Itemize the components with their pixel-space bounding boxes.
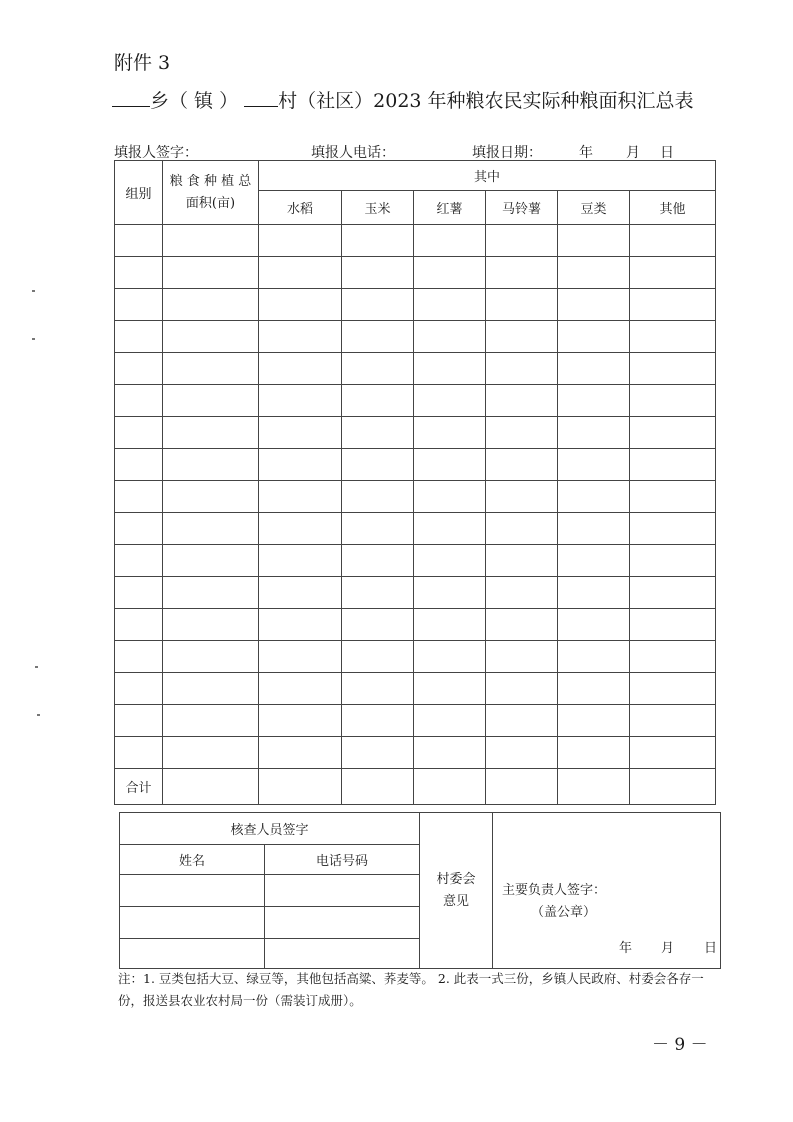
date-day: 日 bbox=[660, 145, 674, 161]
table-cell[interactable] bbox=[630, 417, 716, 449]
table-cell[interactable] bbox=[486, 737, 558, 769]
table-cell[interactable] bbox=[486, 321, 558, 353]
table-cell[interactable] bbox=[163, 513, 259, 545]
table-cell[interactable] bbox=[163, 289, 259, 321]
header-crop-other: 其他 bbox=[630, 191, 716, 225]
header-group: 组别 bbox=[115, 161, 163, 225]
date-month: 月 bbox=[626, 145, 640, 161]
table-cell[interactable] bbox=[115, 609, 163, 641]
committee-opinion-area[interactable] bbox=[493, 813, 721, 969]
table-cell[interactable] bbox=[558, 257, 630, 289]
table-row bbox=[115, 257, 716, 289]
table-cell[interactable] bbox=[414, 545, 486, 577]
table-cell[interactable] bbox=[558, 577, 630, 609]
table-row bbox=[115, 577, 716, 609]
table-cell[interactable] bbox=[486, 449, 558, 481]
scan-speck bbox=[32, 290, 35, 292]
table-row bbox=[115, 481, 716, 513]
table-cell[interactable] bbox=[163, 673, 259, 705]
date-label: 填报日期： bbox=[472, 145, 542, 161]
table-cell[interactable] bbox=[558, 609, 630, 641]
table-cell[interactable] bbox=[414, 641, 486, 673]
table-cell[interactable] bbox=[342, 385, 414, 417]
opinion-day: 日 bbox=[704, 941, 718, 956]
table-cell[interactable] bbox=[630, 641, 716, 673]
header-total-line2: 面积(亩) bbox=[185, 195, 236, 211]
table-cell[interactable] bbox=[630, 321, 716, 353]
table-cell[interactable] bbox=[259, 257, 342, 289]
scan-speck bbox=[32, 338, 35, 340]
table-cell[interactable] bbox=[558, 321, 630, 353]
table-row bbox=[115, 641, 716, 673]
table-cell[interactable] bbox=[558, 449, 630, 481]
table-cell[interactable] bbox=[414, 609, 486, 641]
checker-header: 核查人员签字 bbox=[120, 813, 420, 845]
table-cell[interactable] bbox=[486, 353, 558, 385]
table-cell[interactable] bbox=[414, 417, 486, 449]
total-cell[interactable] bbox=[342, 769, 414, 805]
table-cell[interactable] bbox=[486, 705, 558, 737]
scan-speck bbox=[37, 714, 40, 716]
table-row bbox=[115, 737, 716, 769]
total-cell[interactable] bbox=[486, 769, 558, 805]
table-cell[interactable] bbox=[259, 673, 342, 705]
table-cell[interactable] bbox=[342, 353, 414, 385]
total-row-label: 合计 bbox=[115, 769, 163, 805]
table-cell[interactable] bbox=[163, 225, 259, 257]
table-cell[interactable] bbox=[486, 545, 558, 577]
table-cell[interactable] bbox=[259, 289, 342, 321]
table-cell[interactable] bbox=[630, 513, 716, 545]
table-cell[interactable] bbox=[630, 257, 716, 289]
table-cell[interactable] bbox=[414, 673, 486, 705]
scan-speck bbox=[35, 666, 38, 668]
table-row bbox=[115, 385, 716, 417]
table-cell[interactable] bbox=[163, 417, 259, 449]
table-row bbox=[115, 353, 716, 385]
town-blank[interactable] bbox=[112, 88, 150, 107]
table-cell[interactable] bbox=[486, 673, 558, 705]
committee-opinion-label bbox=[420, 813, 493, 969]
table-cell[interactable] bbox=[558, 513, 630, 545]
committee-line1: 村委会 bbox=[436, 871, 476, 887]
table-cell[interactable] bbox=[163, 577, 259, 609]
table-cell[interactable] bbox=[558, 289, 630, 321]
table-cell[interactable] bbox=[115, 353, 163, 385]
table-cell[interactable] bbox=[259, 449, 342, 481]
table-cell[interactable] bbox=[414, 577, 486, 609]
table-cell[interactable] bbox=[414, 705, 486, 737]
date-year: 年 bbox=[579, 145, 593, 161]
table-cell[interactable] bbox=[486, 641, 558, 673]
annex-label: 附件 3 bbox=[114, 52, 171, 74]
table-cell[interactable] bbox=[558, 641, 630, 673]
table-cell[interactable] bbox=[115, 705, 163, 737]
table-cell[interactable] bbox=[259, 705, 342, 737]
table-cell[interactable] bbox=[414, 449, 486, 481]
table-cell[interactable] bbox=[558, 225, 630, 257]
table-cell[interactable] bbox=[558, 673, 630, 705]
table-cell[interactable] bbox=[163, 353, 259, 385]
table-cell[interactable] bbox=[259, 321, 342, 353]
table-cell[interactable] bbox=[558, 417, 630, 449]
checker-name-cell[interactable] bbox=[120, 907, 265, 939]
table-cell[interactable] bbox=[558, 385, 630, 417]
table-cell[interactable] bbox=[486, 225, 558, 257]
header-total-line1: 粮 食 种 植 总 bbox=[169, 173, 252, 189]
table-cell[interactable] bbox=[259, 737, 342, 769]
planting-area-table bbox=[114, 160, 716, 805]
table-row bbox=[115, 321, 716, 353]
verification-table bbox=[119, 812, 721, 969]
table-cell[interactable] bbox=[486, 385, 558, 417]
village-blank[interactable] bbox=[244, 88, 278, 107]
header-crop-beans: 豆类 bbox=[558, 191, 630, 225]
footnote: 注：1. 豆类包括大豆、绿豆等，其他包括高粱、荞麦等。 2. 此表一式三份，乡镇人民政府、村委会各存一份，报送县农业农村局一份（需装订成册）。 bbox=[118, 971, 704, 1008]
signer-label: 填报人签字： bbox=[114, 145, 198, 161]
table-row bbox=[115, 289, 716, 321]
checker-phone-cell[interactable] bbox=[265, 907, 420, 939]
table-cell[interactable] bbox=[630, 353, 716, 385]
table-row bbox=[115, 705, 716, 737]
table-cell[interactable] bbox=[163, 321, 259, 353]
checker-name-cell[interactable] bbox=[120, 875, 265, 907]
header-crop-sweet-potato: 红薯 bbox=[414, 191, 486, 225]
table-cell[interactable] bbox=[342, 673, 414, 705]
table-cell[interactable] bbox=[342, 321, 414, 353]
checker-phone-cell[interactable] bbox=[265, 939, 420, 969]
table-cell[interactable] bbox=[259, 577, 342, 609]
table-cell[interactable] bbox=[414, 289, 486, 321]
table-cell[interactable] bbox=[414, 257, 486, 289]
table-cell[interactable] bbox=[342, 705, 414, 737]
table-cell[interactable] bbox=[558, 353, 630, 385]
table-cell[interactable] bbox=[414, 385, 486, 417]
table-cell[interactable] bbox=[414, 481, 486, 513]
table-cell[interactable] bbox=[115, 321, 163, 353]
table-cell[interactable] bbox=[630, 225, 716, 257]
checker-phone-cell[interactable] bbox=[265, 875, 420, 907]
checker-name-cell[interactable] bbox=[120, 939, 265, 969]
table-cell[interactable] bbox=[342, 289, 414, 321]
table-cell[interactable] bbox=[558, 737, 630, 769]
table-cell[interactable] bbox=[342, 737, 414, 769]
total-cell[interactable] bbox=[630, 769, 716, 805]
table-cell[interactable] bbox=[414, 513, 486, 545]
seal-label: （盖公章） bbox=[531, 905, 597, 920]
table-cell[interactable] bbox=[630, 737, 716, 769]
table-cell[interactable] bbox=[115, 257, 163, 289]
table-cell[interactable] bbox=[342, 417, 414, 449]
table-cell[interactable] bbox=[342, 641, 414, 673]
checker-name-header: 姓名 bbox=[120, 845, 265, 875]
table-cell[interactable] bbox=[163, 641, 259, 673]
header-crop-rice: 水稻 bbox=[259, 191, 342, 225]
table-cell[interactable] bbox=[163, 257, 259, 289]
table-cell[interactable] bbox=[259, 385, 342, 417]
table-row bbox=[115, 225, 716, 257]
table-cell[interactable] bbox=[163, 545, 259, 577]
table-cell[interactable] bbox=[259, 609, 342, 641]
table-cell[interactable] bbox=[115, 289, 163, 321]
table-cell[interactable] bbox=[486, 289, 558, 321]
table-cell[interactable] bbox=[259, 225, 342, 257]
table-cell[interactable] bbox=[486, 577, 558, 609]
table-cell[interactable] bbox=[163, 609, 259, 641]
total-cell[interactable] bbox=[163, 769, 259, 805]
table-cell[interactable] bbox=[115, 417, 163, 449]
leader-signature-label: 主要负责人签字： bbox=[502, 883, 607, 898]
table-cell[interactable] bbox=[630, 289, 716, 321]
table-cell[interactable] bbox=[630, 577, 716, 609]
total-cell[interactable] bbox=[558, 769, 630, 805]
data-rows bbox=[115, 225, 716, 769]
table-cell[interactable] bbox=[342, 513, 414, 545]
table-cell[interactable] bbox=[115, 449, 163, 481]
table-row bbox=[115, 449, 716, 481]
table-cell[interactable] bbox=[630, 449, 716, 481]
form-title bbox=[112, 86, 694, 113]
table-cell[interactable] bbox=[342, 577, 414, 609]
total-cell[interactable] bbox=[414, 769, 486, 805]
table-cell[interactable] bbox=[414, 321, 486, 353]
table-cell[interactable] bbox=[115, 481, 163, 513]
table-cell[interactable] bbox=[414, 225, 486, 257]
table-row bbox=[115, 609, 716, 641]
table-cell[interactable] bbox=[163, 481, 259, 513]
table-cell[interactable] bbox=[342, 481, 414, 513]
table-cell[interactable] bbox=[342, 449, 414, 481]
table-cell[interactable] bbox=[163, 385, 259, 417]
table-cell[interactable] bbox=[259, 481, 342, 513]
table-cell[interactable] bbox=[630, 481, 716, 513]
table-cell[interactable] bbox=[115, 737, 163, 769]
table-cell[interactable] bbox=[486, 609, 558, 641]
table-cell[interactable] bbox=[259, 545, 342, 577]
table-cell[interactable] bbox=[558, 545, 630, 577]
table-cell[interactable] bbox=[259, 513, 342, 545]
page-number: － 9 － bbox=[652, 1035, 708, 1055]
header-crop-potato: 马铃薯 bbox=[486, 191, 558, 225]
table-row bbox=[115, 513, 716, 545]
table-cell[interactable] bbox=[486, 257, 558, 289]
table-cell[interactable] bbox=[630, 385, 716, 417]
table-cell[interactable] bbox=[342, 225, 414, 257]
table-cell[interactable] bbox=[630, 545, 716, 577]
table-cell[interactable] bbox=[630, 673, 716, 705]
table-cell[interactable] bbox=[342, 257, 414, 289]
table-row bbox=[115, 673, 716, 705]
table-cell[interactable] bbox=[115, 673, 163, 705]
table-cell[interactable] bbox=[115, 385, 163, 417]
table-cell[interactable] bbox=[342, 609, 414, 641]
phone-label: 填报人电话： bbox=[311, 145, 395, 161]
table-cell[interactable] bbox=[414, 737, 486, 769]
table-cell[interactable] bbox=[414, 353, 486, 385]
table-row bbox=[115, 417, 716, 449]
table-cell[interactable] bbox=[259, 641, 342, 673]
table-cell[interactable] bbox=[342, 545, 414, 577]
table-cell[interactable] bbox=[630, 609, 716, 641]
opinion-year: 年 bbox=[619, 941, 633, 956]
table-cell[interactable] bbox=[486, 481, 558, 513]
opinion-month: 月 bbox=[661, 941, 675, 956]
total-row bbox=[115, 769, 716, 805]
table-cell[interactable] bbox=[163, 705, 259, 737]
table-cell[interactable] bbox=[630, 705, 716, 737]
table-cell[interactable] bbox=[115, 577, 163, 609]
title-village-part: 村（社区）2023 年种粮农民实际种粮面积汇总表 bbox=[278, 90, 694, 112]
header-of-which: 其中 bbox=[259, 161, 716, 191]
table-cell[interactable] bbox=[558, 481, 630, 513]
table-cell[interactable] bbox=[163, 449, 259, 481]
table-cell[interactable] bbox=[163, 737, 259, 769]
table-cell[interactable] bbox=[259, 353, 342, 385]
table-cell[interactable] bbox=[115, 225, 163, 257]
table-cell[interactable] bbox=[115, 641, 163, 673]
table-cell[interactable] bbox=[115, 545, 163, 577]
table-cell[interactable] bbox=[486, 417, 558, 449]
table-cell[interactable] bbox=[486, 513, 558, 545]
committee-line2: 意见 bbox=[443, 893, 470, 909]
total-cell[interactable] bbox=[259, 769, 342, 805]
header-total-area bbox=[163, 161, 259, 225]
checker-phone-header: 电话号码 bbox=[265, 845, 420, 875]
table-cell[interactable] bbox=[558, 705, 630, 737]
header-crop-corn: 玉米 bbox=[342, 191, 414, 225]
title-town-part: 乡（ 镇 ） bbox=[150, 90, 239, 112]
table-cell[interactable] bbox=[115, 513, 163, 545]
table-row bbox=[115, 545, 716, 577]
table-cell[interactable] bbox=[259, 417, 342, 449]
